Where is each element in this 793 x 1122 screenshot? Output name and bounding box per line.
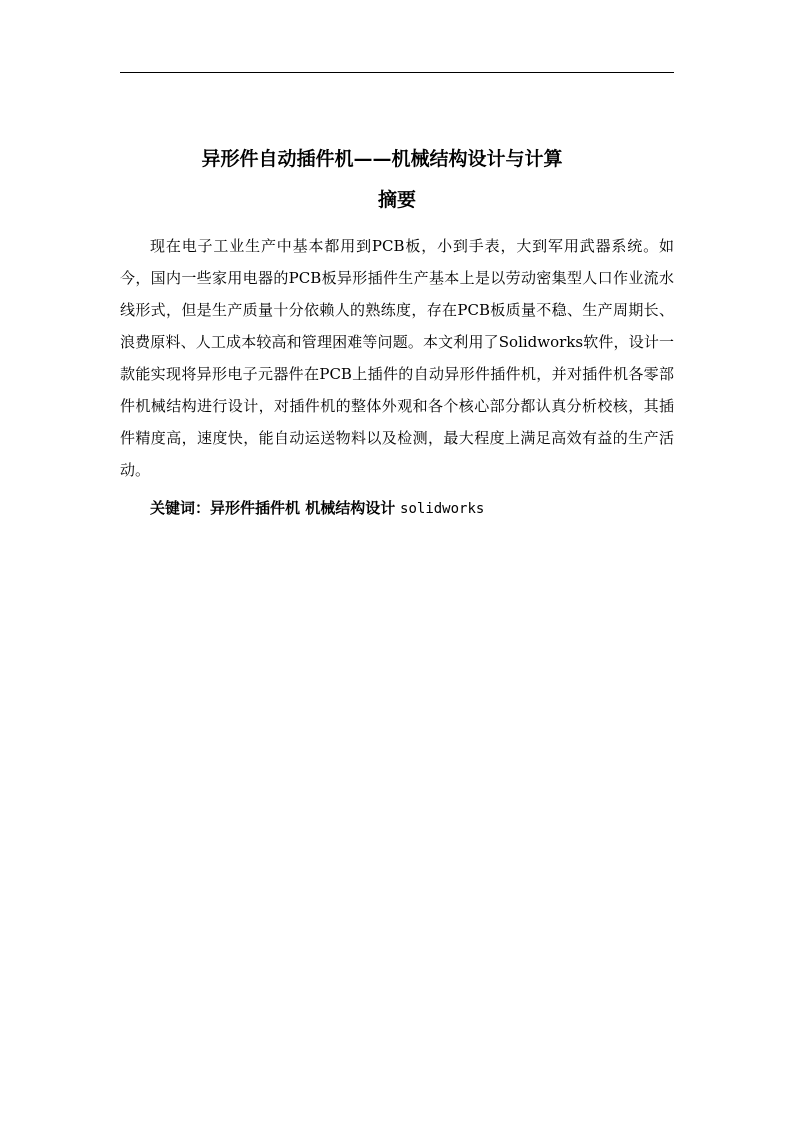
document-title-text: 异形件自动插件机——机械结构设计与计算 [201, 148, 563, 170]
document-title [120, 144, 674, 174]
abstract-paragraph: 现在电子工业生产中基本都用到PCB板，小到手表，大到军用武器系统。如今，国内一些家用电器的PCB板异形插件生产基本上是以劳动密集型人口作业流水线形式，但是生产质量十分依赖人的熟练度，存在PCB板质量不稳、生产周期长、浪费原料、人工成本较高和管理困难等问题。本文利用了Solidworks软件，设计一款能实现将异形电子元器件在PCB上插件的自动异形件插件机，并对插件机各零部件机械结构进行设计，对插件机的整体外观和各个核心部分都认真分析校核，其插件精度高，速度快，能自动运送物料以及检测，最大程度上满足高效有益的生产活动。 [120, 237, 674, 479]
header-rule [120, 72, 674, 73]
keywords-english: solidworks [400, 501, 485, 517]
abstract-heading: 摘要 [377, 189, 416, 211]
keywords-chinese: 异形件插件机 机械结构设计 [210, 499, 396, 517]
keywords-label: 关键词： [150, 499, 211, 517]
keywords-line [120, 492, 674, 525]
